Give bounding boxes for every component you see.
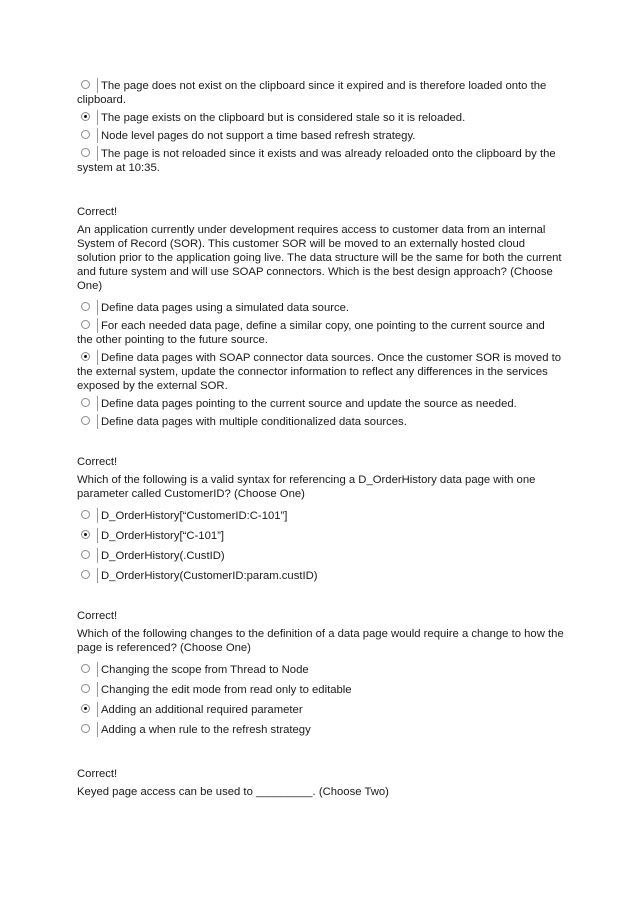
- option-text: The page exists on the clipboard but is considered stale so it is reloaded.: [101, 112, 466, 124]
- answer-option[interactable]: [77, 319, 567, 347]
- option-text: D_OrderHistory[“C-101”]: [101, 530, 225, 542]
- answer-option[interactable]: [77, 703, 567, 717]
- option-divider: [97, 548, 98, 563]
- option-divider: [97, 568, 98, 583]
- question-section-3: [77, 609, 567, 737]
- radio-checked-icon[interactable]: [81, 530, 90, 539]
- radio-unchecked-icon[interactable]: [81, 398, 90, 407]
- option-divider: [97, 702, 98, 717]
- radio-unchecked-icon[interactable]: [81, 664, 90, 673]
- radio-unchecked-icon[interactable]: [81, 302, 90, 311]
- answer-option[interactable]: [77, 415, 567, 429]
- option-divider: [97, 350, 98, 365]
- option-text: Adding an additional required parameter: [101, 704, 303, 716]
- option-divider: [97, 722, 98, 737]
- option-divider: [97, 528, 98, 543]
- radio-unchecked-icon[interactable]: [81, 724, 90, 733]
- option-divider: [97, 78, 98, 93]
- radio-unchecked-icon[interactable]: [81, 550, 90, 559]
- radio-checked-icon[interactable]: [81, 704, 90, 713]
- answer-option[interactable]: [77, 129, 567, 143]
- answer-option[interactable]: [77, 549, 567, 563]
- question-text: Which of the following changes to the definition of a data page would require a change to how the page is referenced? (Choose One): [77, 628, 564, 654]
- option-text: The page is not reloaded since it exists and was already reloaded onto the clipboard by the: [101, 148, 556, 160]
- correct-status: Correct!: [77, 456, 118, 468]
- option-text: Adding a when rule to the refresh strategy: [101, 724, 311, 736]
- answer-option[interactable]: [77, 301, 567, 315]
- correct-status: Correct!: [77, 768, 118, 780]
- answer-option[interactable]: [77, 683, 567, 697]
- correct-status: Correct!: [77, 206, 118, 218]
- answer-option[interactable]: [77, 111, 567, 125]
- answer-option[interactable]: [77, 397, 567, 411]
- radio-unchecked-icon[interactable]: [81, 148, 90, 157]
- answer-option[interactable]: [77, 509, 567, 523]
- radio-unchecked-icon[interactable]: [81, 80, 90, 89]
- option-divider: [97, 318, 98, 333]
- option-text: D_OrderHistory[“CustomerID:C-101”]: [101, 510, 288, 522]
- option-text: Define data pages with SOAP connector data sources. Once the customer SOR is moved to: [101, 352, 562, 364]
- option-divider: [97, 128, 98, 143]
- option-divider: [97, 508, 98, 523]
- answer-option[interactable]: [77, 147, 567, 175]
- option-text: D_OrderHistory(.CustID): [101, 550, 225, 562]
- radio-checked-icon[interactable]: [81, 352, 90, 361]
- option-text-continued: the external system, update the connector information to reflect any differences in the services exposed by the external SOR.: [77, 366, 548, 392]
- option-divider: [97, 414, 98, 429]
- option-divider: [97, 300, 98, 315]
- radio-checked-icon[interactable]: [81, 112, 90, 121]
- option-divider: [97, 396, 98, 411]
- answer-option[interactable]: [77, 79, 567, 107]
- question-section-2: [77, 455, 567, 583]
- option-text-continued: the other pointing to the future source.: [77, 334, 268, 346]
- answer-option[interactable]: [77, 569, 567, 583]
- option-text: Define data pages using a simulated data source.: [101, 302, 350, 314]
- answer-option[interactable]: [77, 351, 567, 393]
- option-text-continued: clipboard.: [77, 94, 126, 106]
- radio-unchecked-icon[interactable]: [81, 570, 90, 579]
- option-divider: [97, 682, 98, 697]
- option-text: For each needed data page, define a similar copy, one pointing to the current source and: [101, 320, 545, 332]
- option-text: Define data pages with multiple conditionalized data sources.: [101, 416, 407, 428]
- option-divider: [97, 146, 98, 161]
- radio-unchecked-icon[interactable]: [81, 130, 90, 139]
- answer-option[interactable]: [77, 663, 567, 677]
- radio-unchecked-icon[interactable]: [81, 416, 90, 425]
- option-text: D_OrderHistory(CustomerID:param.custID): [101, 570, 318, 582]
- answer-option[interactable]: [77, 723, 567, 737]
- option-text: Node level pages do not support a time based refresh strategy.: [101, 130, 416, 142]
- question-section-4: [77, 767, 567, 799]
- option-text-continued: system at 10:35.: [77, 162, 160, 174]
- question-text: Which of the following is a valid syntax for referencing a D_OrderHistory data page with one parameter called CustomerID? (Choose One): [77, 474, 536, 500]
- question-text: Keyed page access can be used to _________. (Choose Two): [77, 786, 389, 798]
- answer-list-0: [77, 79, 567, 175]
- radio-unchecked-icon[interactable]: [81, 510, 90, 519]
- answer-option[interactable]: [77, 529, 567, 543]
- document-page: [77, 79, 567, 807]
- option-text: The page does not exist on the clipboard since it expired and is therefore loaded onto the: [101, 80, 547, 92]
- option-text: Changing the scope from Thread to Node: [101, 664, 309, 676]
- option-divider: [97, 110, 98, 125]
- option-text: Changing the edit mode from read only to editable: [101, 684, 352, 696]
- option-divider: [97, 662, 98, 677]
- question-text: An application currently under development requires access to customer data from an internal System of Record (SOR). This customer SOR will be moved to an externally hosted cloud solution prior to the application going live. The data structure will be the same for both the current and future system and will use SOAP connectors. Which is the best design approach? (Choose One): [77, 224, 562, 292]
- option-text: Define data pages pointing to the current source and update the source as needed.: [101, 398, 517, 410]
- radio-unchecked-icon[interactable]: [81, 320, 90, 329]
- question-section-1: [77, 205, 567, 429]
- radio-unchecked-icon[interactable]: [81, 684, 90, 693]
- correct-status: Correct!: [77, 610, 118, 622]
